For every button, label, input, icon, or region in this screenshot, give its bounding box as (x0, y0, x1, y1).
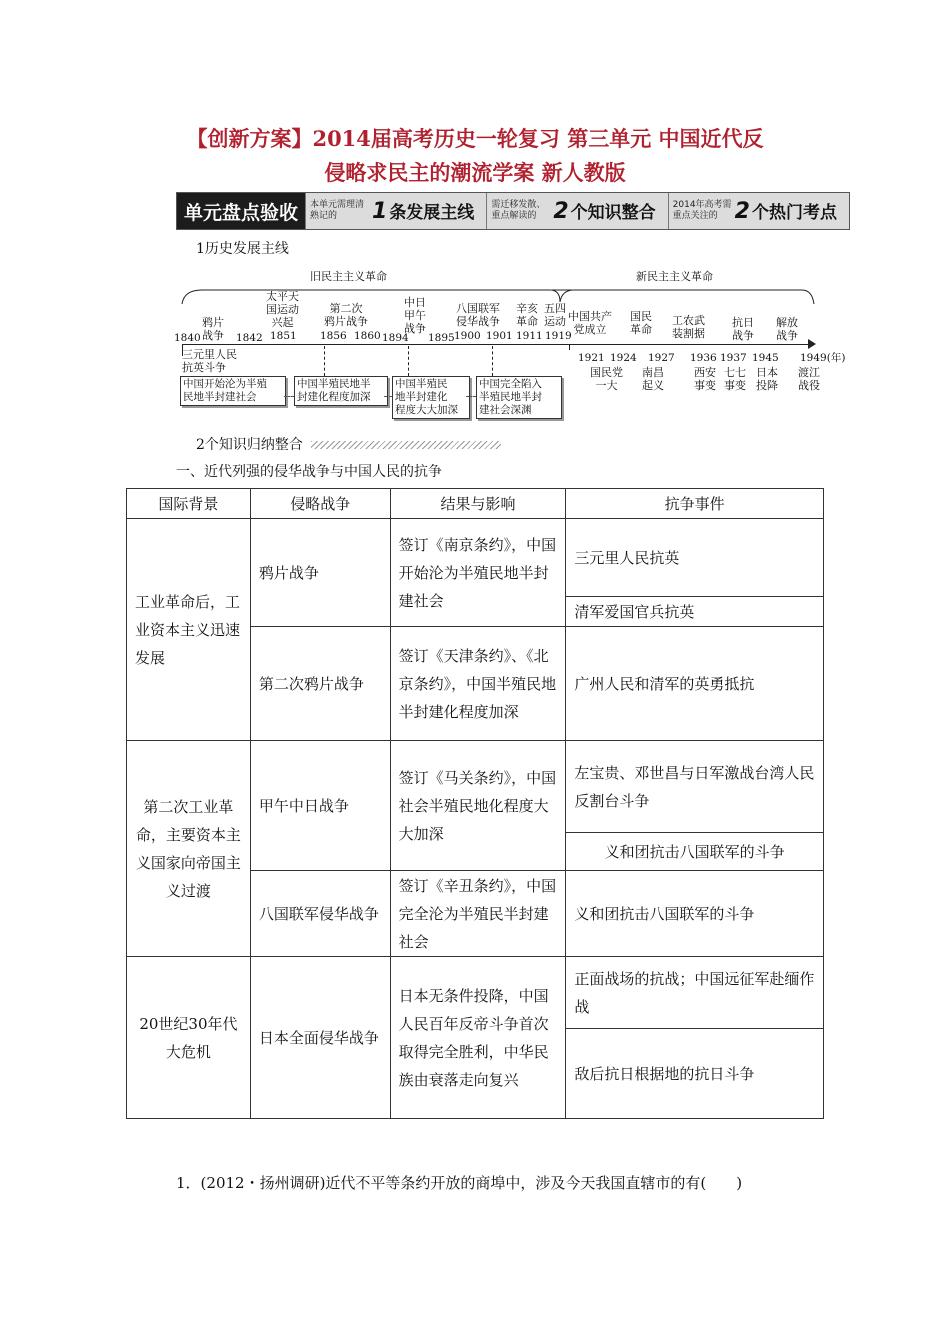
event-label: 太平天 国运动 兴起 (266, 290, 299, 329)
title-line-2: 侵略求民主的潮流学案 新人教版 (324, 160, 626, 185)
note-surrender (756, 366, 778, 392)
event-label: 第二次 鸦片战争 (324, 302, 368, 328)
year-1949: 1949(年) (800, 352, 846, 364)
event-taiping (266, 290, 299, 329)
event-national-rev (630, 310, 652, 336)
timeline (172, 262, 852, 422)
header-result: 结果与影响 (390, 489, 566, 519)
connector (384, 396, 392, 397)
war-cell-1: 鸦片战争 (250, 519, 390, 627)
stage-box-1 (180, 376, 286, 406)
struggle-cell-5a: 正面战场的抗战；中国远征军赴缅作战 (566, 957, 824, 1029)
event-label: 国民 革命 (630, 310, 652, 336)
note-nanchang (642, 366, 664, 392)
event-label: 中国共产 党成立 (568, 310, 612, 336)
section-2-label: 2个知识归纳整合 (196, 437, 303, 453)
connector (492, 346, 493, 376)
event-liberation (776, 316, 798, 342)
stage-label: 中国完全陷入 半殖民地半封 建社会深渊 (479, 378, 542, 416)
event-opium-war (202, 316, 224, 342)
result-cell-3: 签订《马关条约》，中国社会半殖民地化程度大大加深 (390, 741, 566, 871)
banner-label-2: 个知识整合 (570, 203, 656, 223)
banner-main: 单元盘点验收 (177, 193, 305, 229)
section-1-heading: 1历史发展主线 (196, 241, 289, 257)
year-1842: 1842 (236, 332, 263, 344)
event-label: 解放 战争 (776, 316, 798, 342)
axis-arrow-icon (808, 339, 816, 349)
year-1900: 1900 (454, 330, 481, 342)
event-second-opium (324, 302, 368, 328)
year-1894: 1894 (382, 332, 409, 344)
result-cell-5: 日本无条件投降，中国人民百年反帝斗争首次取得完全胜利，中华民族由衰落走向复兴 (390, 957, 566, 1119)
note-label: 西安 事变 (694, 366, 716, 392)
war-cell-3: 甲午中日战争 (250, 741, 390, 871)
event-label: 八国联军 侵华战争 (456, 302, 500, 328)
connector (408, 346, 409, 376)
title-line-1: 【创新方案】2014届高考历史一轮复习 第三单元 中国近代反 (186, 126, 764, 151)
connector (324, 346, 325, 376)
bg-cell-2: 第二次工业革命，主要资本主义国家向帝国主义过渡 (127, 741, 251, 957)
struggle-cell-1a: 三元里人民抗英 (566, 519, 824, 597)
year-1921: 1921 (578, 352, 605, 364)
struggle-cell-3b: 义和团抗击八国联军的斗争 (566, 833, 824, 871)
event-label: 工农武 装割据 (672, 314, 705, 340)
note-xian (694, 366, 716, 392)
result-cell-1: 签订《南京条约》，中国开始沦为半殖民地半封建社会 (390, 519, 566, 627)
banner-note-3: 2014年高考需重点关注的 (672, 200, 732, 221)
war-cell-4: 八国联军侵华战争 (250, 871, 390, 957)
stage-box-4 (476, 376, 562, 419)
banner-num-1: 1 (372, 199, 388, 224)
banner-seg-2 (486, 193, 667, 229)
struggle-label: 三元里人民 抗英斗争 (182, 348, 237, 374)
struggle-cell-5b: 敌后抗日根据地的抗日斗争 (566, 1029, 824, 1119)
era-new: 新民主主义革命 (632, 270, 717, 283)
note-label: 七七 事变 (724, 366, 746, 392)
event-xinhai (516, 302, 538, 328)
event-cpc (568, 310, 612, 336)
header-background: 国际背景 (127, 489, 251, 519)
struggle-cell-4: 义和团抗击八国联军的斗争 (566, 871, 824, 957)
section-3-heading: 一、近代列强的侵华战争与中国人民的抗争 (176, 464, 442, 480)
banner-num-2: 2 (553, 199, 569, 224)
year-1937: 1937 (720, 352, 747, 364)
banner-num-3: 2 (734, 199, 750, 224)
bg-cell-1: 工业革命后，工业资本主义迅速发展 (127, 519, 251, 741)
event-armed (672, 314, 705, 340)
note-label: 日本 投降 (756, 366, 778, 392)
wars-table (126, 488, 824, 1119)
header-war: 侵略战争 (250, 489, 390, 519)
bg-cell-3: 20世纪30年代大危机 (127, 957, 251, 1119)
result-cell-4: 签订《辛丑条约》，中国完全沦为半殖民半封建社会 (390, 871, 566, 957)
document-title (120, 122, 830, 190)
war-cell-5: 日本全面侵华战争 (250, 957, 390, 1119)
stage-label: 中国开始沦为半殖 民地半封建社会 (183, 378, 267, 403)
event-label: 鸦片 战争 (202, 316, 224, 342)
struggle-cell-3a: 左宝贵、邓世昌与日军激战台湾人民反割台斗争 (566, 741, 824, 833)
hatch-decoration (311, 441, 501, 449)
timeline-axis (182, 344, 812, 345)
stage-box-2 (294, 376, 388, 406)
year-1945: 1945 (752, 352, 779, 364)
stage-label: 中国半殖民 地半封建化 程度大大加深 (395, 378, 458, 416)
result-cell-2: 签订《天津条约》、《北京条约》，中国半殖民地半封建化程度加深 (390, 627, 566, 741)
year-1919: 1919 (545, 330, 572, 342)
connector (284, 396, 294, 397)
banner-seg-1 (305, 193, 486, 229)
stage-label: 中国半殖民地半 封建化程度加深 (297, 378, 371, 403)
header-struggle: 抗争事件 (566, 489, 824, 519)
event-anti-japan (732, 316, 754, 342)
struggle-cell-1b: 清军爱国官兵抗英 (566, 597, 824, 627)
note-label: 渡江 战役 (798, 366, 820, 392)
year-1895: 1895 (428, 332, 455, 344)
war-cell-2: 第二次鸦片战争 (250, 627, 390, 741)
year-1856: 1856 (320, 330, 347, 342)
event-label: 五四 运动 (544, 302, 566, 328)
event-label: 中日 甲午 战争 (404, 296, 426, 335)
connector (466, 396, 476, 397)
year-1901: 1901 (486, 330, 513, 342)
year-1936: 1936 (690, 352, 717, 364)
question-1: 1．(2012・扬州调研)近代不平等条约开放的商埠中，涉及今天我国直辖市的有( ) (176, 1174, 743, 1192)
banner-note-1: 本单元需理清熟记的 (310, 200, 365, 221)
tick (569, 344, 570, 350)
era-old: 旧民主主义革命 (306, 270, 391, 283)
banner-label-1: 条发展主线 (389, 203, 475, 223)
year-1851: 1851 (270, 330, 297, 342)
unit-banner (176, 192, 850, 230)
event-jiawu (404, 296, 426, 335)
struggle-cell-2: 广州人民和清军的英勇抵抗 (566, 627, 824, 741)
section-2-heading (196, 434, 501, 454)
year-1911: 1911 (516, 330, 543, 342)
banner-note-2: 需迁移发散、重点解读的 (491, 200, 546, 221)
stage-box-3 (392, 376, 470, 419)
year-1860: 1860 (354, 330, 381, 342)
event-may-fourth (544, 302, 566, 328)
year-1840: 1840 (174, 332, 201, 344)
note-77 (724, 366, 746, 392)
event-label: 辛亥 革命 (516, 302, 538, 328)
struggle-sanyuanli (182, 348, 237, 374)
note-yangtze (798, 366, 820, 392)
year-1924: 1924 (610, 352, 637, 364)
banner-label-3: 个热门考点 (751, 203, 837, 223)
event-eight-nations (456, 302, 500, 328)
note-kmt (590, 366, 623, 392)
year-1927: 1927 (648, 352, 675, 364)
note-label: 国民党 一大 (590, 366, 623, 392)
banner-seg-3 (668, 193, 849, 229)
event-label: 抗日 战争 (732, 316, 754, 342)
note-label: 南昌 起义 (642, 366, 664, 392)
